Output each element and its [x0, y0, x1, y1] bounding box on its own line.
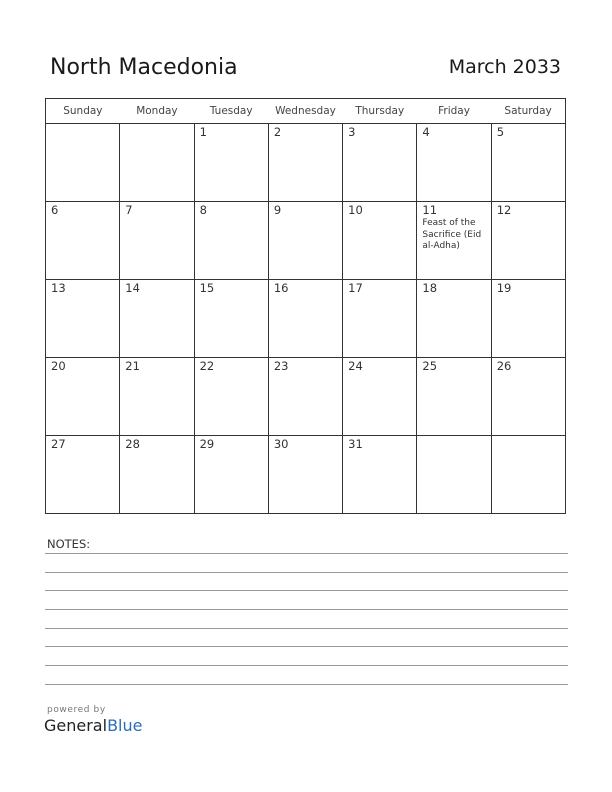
calendar-day-cell [268, 124, 342, 202]
day-number: 12 [496, 203, 512, 217]
day-number: 31 [348, 437, 363, 451]
day-number: 7 [125, 203, 133, 217]
calendar-day-cell [120, 436, 194, 514]
day-number [46, 124, 119, 126]
day-number: 15 [199, 281, 215, 295]
calendar-day-cell [46, 124, 120, 202]
calendar-day-cell [343, 280, 417, 358]
calendar-day-cell [194, 280, 268, 358]
brand-blue: Blue [107, 716, 143, 735]
calendar-day-cell [491, 358, 565, 436]
day-number [120, 124, 193, 126]
day-number: 28 [125, 437, 140, 451]
day-number: 3 [348, 125, 356, 139]
day-number: 25 [422, 359, 438, 373]
day-number: 19 [496, 281, 512, 295]
calendar-month-year: March 2033 [448, 56, 561, 78]
day-number [417, 436, 490, 438]
notes-line [45, 609, 568, 610]
calendar-day-cell [417, 124, 491, 202]
day-number: 21 [125, 359, 140, 373]
notes-line [45, 628, 568, 629]
weekday-header: Thursday [343, 99, 417, 124]
calendar-day-cell [268, 436, 342, 514]
calendar-day-cell [343, 358, 417, 436]
calendar-week-row [46, 358, 566, 436]
calendar-day-cell [46, 436, 120, 514]
calendar-week-row [46, 124, 566, 202]
calendar-day-cell [46, 202, 120, 280]
day-number: 18 [422, 281, 438, 295]
calendar-day-cell [491, 436, 565, 514]
calendar-week-row [46, 436, 566, 514]
day-number: 11 [422, 203, 438, 217]
day-number: 2 [273, 125, 282, 139]
notes-line [45, 665, 568, 666]
day-number: 10 [348, 203, 363, 217]
calendar-week-row [46, 280, 566, 358]
calendar-day-cell [417, 202, 491, 280]
calendar-day-cell [417, 280, 491, 358]
day-number: 29 [199, 437, 215, 451]
calendar-day-cell [343, 202, 417, 280]
calendar-country-title: North Macedonia [50, 55, 238, 80]
calendar-day-cell [194, 124, 268, 202]
calendar-day-cell [417, 436, 491, 514]
notes-line [45, 572, 568, 573]
day-number: 8 [199, 203, 207, 217]
calendar-grid [45, 98, 566, 514]
weekday-header-row [46, 99, 566, 124]
calendar-day-cell [46, 358, 120, 436]
weekday-header: Saturday [491, 99, 565, 124]
day-number: 4 [422, 125, 430, 139]
calendar-day-cell [120, 358, 194, 436]
calendar-day-cell [491, 124, 565, 202]
calendar-day-cell [120, 202, 194, 280]
generalblue-logo [44, 716, 142, 735]
day-number: 5 [496, 125, 505, 139]
notes-line [45, 684, 568, 685]
day-number: 26 [496, 359, 512, 373]
calendar-week-row [46, 202, 566, 280]
day-number: 9 [273, 203, 282, 217]
weekday-header: Wednesday [268, 99, 342, 124]
day-number: 17 [348, 281, 363, 295]
day-number: 13 [51, 281, 66, 295]
day-number [492, 436, 565, 438]
day-number: 24 [348, 359, 363, 373]
weekday-header: Sunday [46, 99, 120, 124]
day-number: 23 [273, 359, 289, 373]
calendar-day-cell [417, 358, 491, 436]
day-number: 22 [199, 359, 215, 373]
powered-by-text: powered by [47, 705, 106, 715]
calendar-day-cell [268, 358, 342, 436]
calendar-day-cell [491, 280, 565, 358]
day-number: 16 [273, 281, 289, 295]
notes-line [45, 553, 568, 554]
holiday-event: Feast of the Sacrifice (Eid al-Adha) [422, 218, 482, 251]
notes-line [45, 590, 568, 591]
day-number: 14 [125, 281, 140, 295]
day-number: 6 [51, 203, 59, 217]
weekday-header: Monday [120, 99, 194, 124]
day-number: 1 [199, 125, 207, 139]
brand-general: General [44, 716, 108, 735]
calendar-day-cell [120, 280, 194, 358]
calendar-day-cell [194, 202, 268, 280]
calendar-day-cell [491, 202, 565, 280]
day-number: 27 [51, 437, 66, 451]
calendar-day-cell [194, 358, 268, 436]
calendar-day-cell [343, 124, 417, 202]
calendar-day-cell [268, 280, 342, 358]
calendar-day-cell [268, 202, 342, 280]
calendar-day-cell [194, 436, 268, 514]
calendar-day-cell [343, 436, 417, 514]
day-number: 30 [273, 437, 289, 451]
calendar-day-cell [120, 124, 194, 202]
day-number: 20 [51, 359, 66, 373]
weekday-header: Friday [417, 99, 491, 124]
notes-line [45, 646, 568, 647]
calendar-day-cell [46, 280, 120, 358]
notes-label: NOTES: [47, 537, 91, 551]
weekday-header: Tuesday [194, 99, 268, 124]
